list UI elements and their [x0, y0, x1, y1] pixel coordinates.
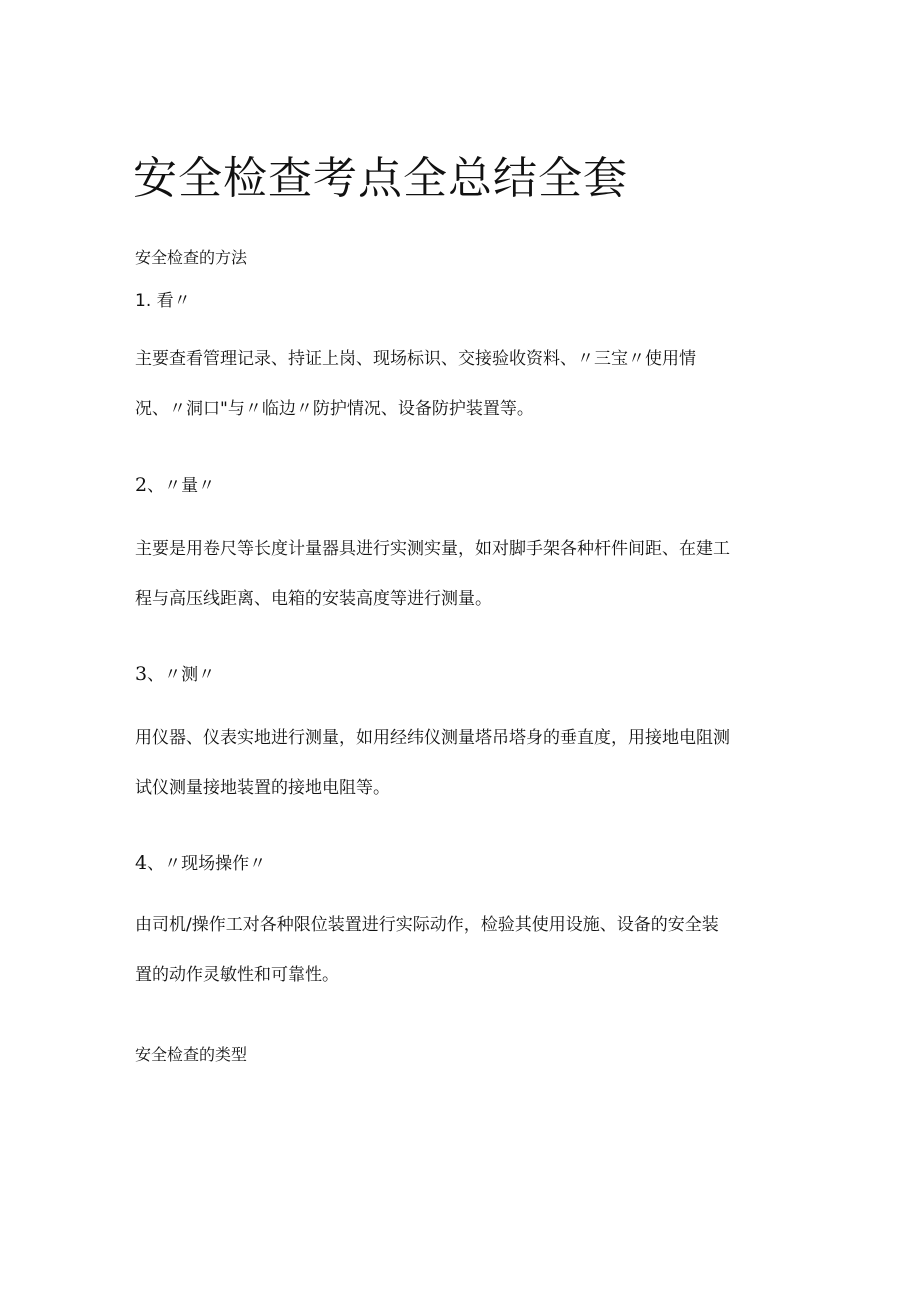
paragraph-line: 主要是用卷尺等长度计量器具进行实测实量，如对脚手架各种杆件间距、在建工 — [135, 539, 730, 559]
paragraph-line: 程与高压线距离、电箱的安装高度等进行测量。 — [135, 589, 492, 609]
paragraph-line: 主要查看管理记录、持证上岗、现场标识、交接验收资料、〃三宝〃使用情 — [135, 349, 696, 369]
paragraph-line: 置的动作灵敏性和可靠性。 — [135, 965, 339, 985]
item-number: 4 — [135, 852, 148, 874]
paragraph-line: 况、〃洞口"与〃临边〃防护情况、设备防护装置等。 — [135, 399, 534, 419]
item-paragraph-1 — [135, 334, 795, 434]
paragraph-line: 由司机/操作工对各种限位装置进行实际动作，检验其使用设施、设备的安全装 — [135, 915, 719, 935]
item-paragraph-3 — [135, 713, 795, 813]
item-paragraph-4 — [135, 900, 795, 1000]
item-heading-4 — [135, 849, 266, 874]
paragraph-line: 试仪测量接地装置的接地电阻等。 — [135, 778, 390, 798]
item-heading-text: 、〃量〃 — [147, 476, 216, 496]
paragraph-line: 用仪器、仪表实地进行测量，如用经纬仪测量塔吊塔身的垂直度，用接地电阻测 — [135, 728, 730, 748]
item-heading-1: 1. 看〃 — [135, 291, 191, 311]
item-heading-text: 、〃现场操作〃 — [147, 854, 267, 874]
item-number: 3 — [135, 663, 148, 685]
item-heading-2 — [135, 471, 215, 496]
item-paragraph-2 — [135, 524, 795, 624]
document-title: 安全检查考点全总结全套 — [133, 153, 628, 204]
item-number: 2 — [135, 474, 148, 496]
section-heading-types: 安全检查的类型 — [135, 1045, 248, 1064]
item-heading-text: 、〃测〃 — [147, 665, 216, 685]
section-heading-methods: 安全检查的方法 — [135, 248, 248, 267]
item-heading-3 — [135, 660, 215, 685]
